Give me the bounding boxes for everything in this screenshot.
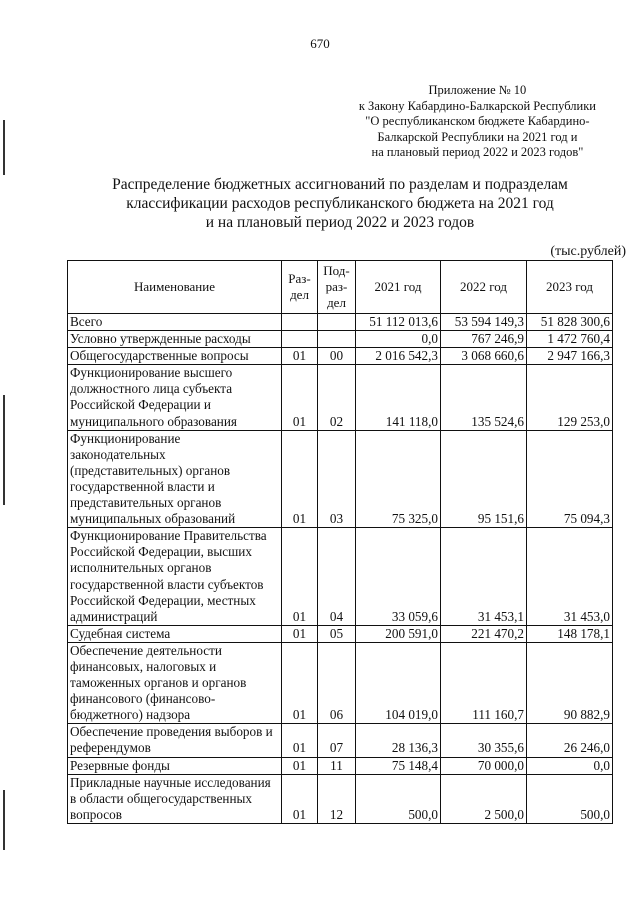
appendix-line: Приложение № 10 [428,83,527,97]
cell-razdel [282,314,318,331]
cell-y2022: 221 470,2 [441,625,527,642]
cell-y2021: 51 112 013,6 [356,314,441,331]
cell-podrazdel [318,331,356,348]
cell-y2023: 31 453,0 [527,528,613,626]
cell-razdel [282,331,318,348]
title-line: Распределение бюджетных ассигнований по разделам и подразделам [112,176,568,193]
cell-name: Судебная система [68,625,282,642]
cell-name: Функционирование Правительства Российской Федерации, высших исполнительных органов государственной власти субъектов Российской Федерации, местных администраций [68,528,282,626]
cell-y2023: 500,0 [527,774,613,823]
cell-podrazdel: 05 [318,625,356,642]
header-2021: 2021 год [356,261,441,314]
cell-razdel: 01 [282,430,318,528]
cell-podrazdel: 06 [318,642,356,723]
cell-y2023: 148 178,1 [527,625,613,642]
cell-y2022: 3 068 660,6 [441,348,527,365]
table-row [68,724,613,757]
cell-razdel: 01 [282,528,318,626]
cell-y2022: 30 355,6 [441,724,527,757]
cell-y2023: 1 472 760,4 [527,331,613,348]
cell-name: Функционирование законодательных (представительных) органов государственной власти и представительных органов муниципальных образований [68,430,282,528]
cell-name: Всего [68,314,282,331]
scan-mark [3,120,5,175]
cell-y2021: 33 059,6 [356,528,441,626]
cell-y2021: 75 148,4 [356,757,441,774]
appendix-line: к Закону Кабардино-Балкарской Республики [358,98,596,113]
cell-y2021: 104 019,0 [356,642,441,723]
cell-podrazdel: 03 [318,430,356,528]
table-row [68,774,613,823]
table-row [68,430,613,528]
cell-name: Общегосударственные вопросы [68,348,282,365]
table-row [68,625,613,642]
cell-y2022: 70 000,0 [441,757,527,774]
table-row [68,365,613,430]
appendix-header [359,83,596,161]
table-header-row [68,261,613,314]
cell-y2022: 135 524,6 [441,365,527,430]
scan-edge-marks [0,0,10,905]
cell-razdel: 01 [282,642,318,723]
cell-y2021: 200 591,0 [356,625,441,642]
cell-y2022: 53 594 149,3 [441,314,527,331]
cell-y2023: 75 094,3 [527,430,613,528]
cell-y2021: 500,0 [356,774,441,823]
header-razdel: Раз-дел [282,261,318,314]
cell-razdel: 01 [282,625,318,642]
header-name: Наименование [68,261,282,314]
cell-y2023: 26 246,0 [527,724,613,757]
cell-podrazdel: 12 [318,774,356,823]
cell-podrazdel: 00 [318,348,356,365]
table-row [68,757,613,774]
cell-name: Условно утвержденные расходы [68,331,282,348]
header-2022: 2022 год [441,261,527,314]
header-podrazdel: Под-раз-дел [318,261,356,314]
cell-podrazdel: 07 [318,724,356,757]
cell-razdel: 01 [282,774,318,823]
cell-y2023: 90 882,9 [527,642,613,723]
appendix-line: "О республиканском бюджете Кабардино- [365,114,590,128]
cell-podrazdel: 04 [318,528,356,626]
cell-podrazdel [318,314,356,331]
cell-razdel: 01 [282,348,318,365]
table-row [68,314,613,331]
title-line: классификации расходов республиканского бюджета на 2021 год [126,195,554,212]
table-row [68,528,613,626]
units-label: (тыс.рублей) [550,244,626,259]
document-title [60,175,620,232]
cell-podrazdel: 11 [318,757,356,774]
cell-name: Прикладные научные исследования в области общегосударственных вопросов [68,774,282,823]
table-row [68,331,613,348]
appendix-line: Балкарской Республики на 2021 год и [377,129,578,144]
cell-y2021: 75 325,0 [356,430,441,528]
scan-mark [3,790,5,850]
table-row [68,348,613,365]
header-2023: 2023 год [527,261,613,314]
cell-y2022: 31 453,1 [441,528,527,626]
title-line: и на плановый период 2022 и 2023 годов [205,214,475,231]
cell-y2022: 111 160,7 [441,642,527,723]
budget-table [67,260,613,824]
table-row [68,642,613,723]
appendix-line: на плановый период 2022 и 2023 годов" [371,145,584,159]
cell-name: Функционирование высшего должностного лица субъекта Российской Федерации и муниципального образования [68,365,282,430]
cell-y2023: 0,0 [527,757,613,774]
cell-podrazdel: 02 [318,365,356,430]
cell-razdel: 01 [282,757,318,774]
cell-y2023: 51 828 300,6 [527,314,613,331]
cell-name: Обеспечение деятельности финансовых, налоговых и таможенных органов и органов финансового (финансово-бюджетного) надзора [68,642,282,723]
cell-name: Резервные фонды [68,757,282,774]
cell-y2023: 129 253,0 [527,365,613,430]
cell-name: Обеспечение проведения выборов и референдумов [68,724,282,757]
cell-y2021: 141 118,0 [356,365,441,430]
cell-y2021: 0,0 [356,331,441,348]
cell-y2021: 2 016 542,3 [356,348,441,365]
cell-razdel: 01 [282,724,318,757]
page-number: 670 [310,36,330,51]
cell-y2022: 2 500,0 [441,774,527,823]
cell-y2022: 767 246,9 [441,331,527,348]
cell-y2021: 28 136,3 [356,724,441,757]
scan-mark [3,395,5,505]
cell-razdel: 01 [282,365,318,430]
cell-y2022: 95 151,6 [441,430,527,528]
cell-y2023: 2 947 166,3 [527,348,613,365]
